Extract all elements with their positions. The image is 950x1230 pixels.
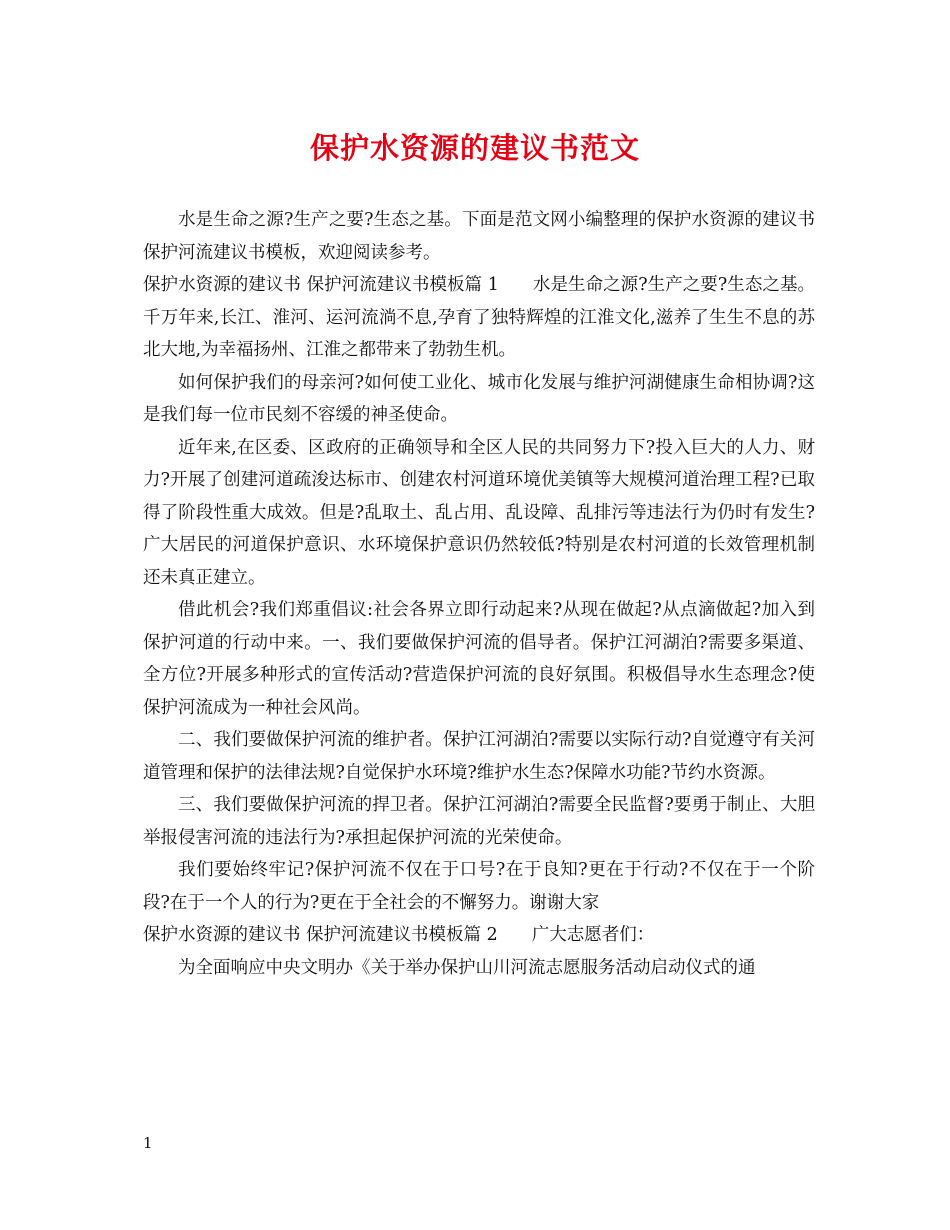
page-number: 1 [143, 1134, 153, 1152]
section-heading-1: 保护水资源的建议书 保护河流建议书模板篇 1 [143, 275, 499, 295]
paragraph-response: 为全面响应中央文明办《关于举办保护山川河流志愿服务活动启动仪式的通 [178, 957, 756, 978]
paragraph-template-2 [143, 919, 815, 952]
section-2-text: 广大志愿者们： [531, 925, 655, 945]
paragraph-maintainer: 二、我们要做保护河流的维护者。保护江河湖泊?需要以实际行动?自觉遵守有关河道管理和保护的法律法规?自觉保护水环境?维护水生态?保障水功能?节约水资源。 [143, 730, 815, 783]
paragraph-intro: 水是生命之源?生产之要?生态之基。下面是范文网小编整理的保护水资源的建议书 保护河流建议书模板，欢迎阅读参考。 [143, 210, 815, 263]
document-title: 保护水资源的建议书范文 [309, 131, 640, 165]
paragraph-recent-years: 近年来,在区委、区政府的正确领导和全区人民的共同努力下?投入巨大的人力、财力?开展了创建河道疏浚达标市、创建农村河道环境优美镇等大规模河道治理工程?已取得了阶段性重大成效。但是?乱取土、乱占用、乱设障、乱排污等违法行为仍时有发生?广大居民的河道保护意识、水环境保护意识仍然较低?特别是农村河道的长效管理机制还未真正建立。 [143, 437, 815, 588]
section-1-text: 水是生命之源?生产之要?生态之基。千万年来,长江、淮河、运河流淌不息,孕育了独特辉煌的江淮文化,滋养了生生不息的苏北大地,为幸福扬州、江淮之都带来了勃勃生机。 [143, 275, 816, 360]
section-heading-2: 保护水资源的建议书 保护河流建议书模板篇 2 [143, 925, 498, 945]
paragraph-remember: 我们要始终牢记?保护河流不仅在于口号?在于良知?更在于行动?不仅在于一个阶段?在于一个人的行为?更在于全社会的不懈努力。谢谢大家 [143, 860, 815, 913]
paragraph-initiative: 借此机会?我们郑重倡议:社会各界立即行动起来?从现在做起?从点滴做起?加入到保护河道的行动中来。一、我们要做保护河流的倡导者。保护江河湖泊?需要多渠道、全方位?开展多种形式的宣传活动?营造保护河流的良好氛围。积极倡导水生态理念?使保护河流成为一种社会风尚。 [143, 600, 815, 718]
document-body [143, 204, 815, 984]
paragraph-template-1 [143, 269, 815, 367]
paragraph-defender: 三、我们要做保护河流的捍卫者。保护江河湖泊?需要全民监督?要勇于制止、大胆举报侵害河流的违法行为?承担起保护河流的光荣使命。 [143, 795, 815, 848]
paragraph-protect-river: 如何保护我们的母亲河?如何使工业化、城市化发展与维护河湖健康生命相协调?这是我们每一位市民刻不容缓的神圣使命。 [143, 372, 815, 425]
